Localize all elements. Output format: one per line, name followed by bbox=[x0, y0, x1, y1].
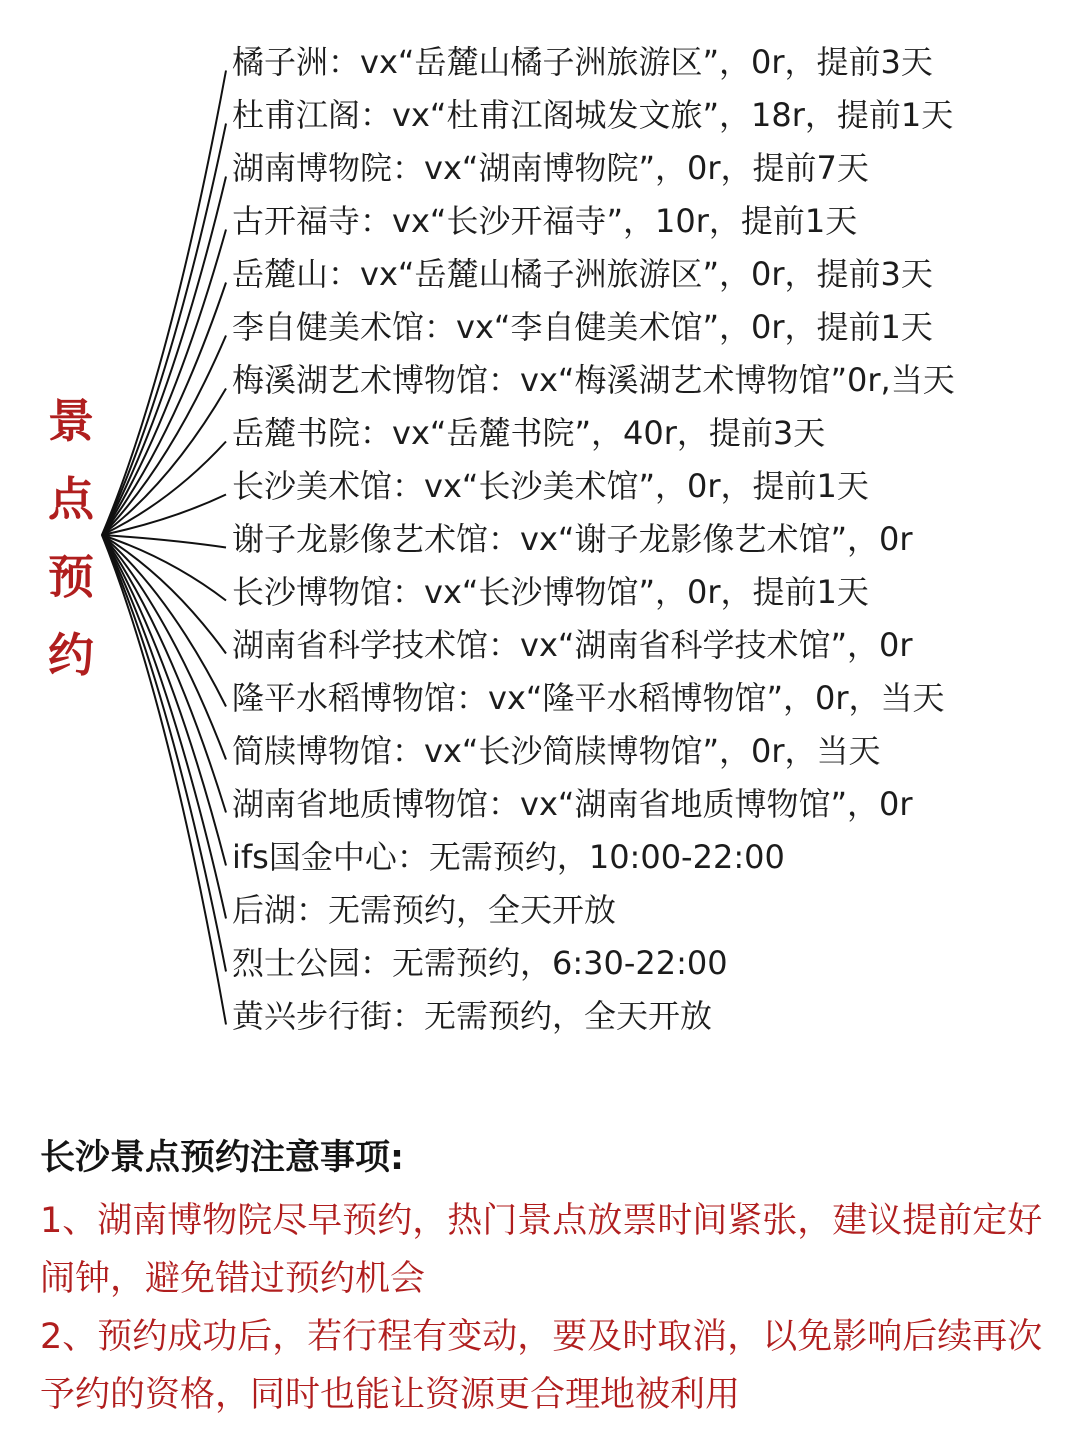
attraction-item: 古开福寺：vx“长沙开福寺”，10r，提前1天 bbox=[232, 202, 858, 240]
attraction-item: 湖南省科学技术馆：vx“湖南省科学技术馆”，0r bbox=[232, 626, 913, 664]
attraction-item: 谢子龙影像艺术馆：vx“谢子龙影像艺术馆”，0r bbox=[232, 520, 913, 558]
attraction-item: 简牍博物馆：vx“长沙简牍博物馆”，0r，当天 bbox=[232, 732, 881, 770]
attraction-item: 李自健美术馆：vx“李自健美术馆”，0r，提前1天 bbox=[232, 308, 933, 346]
branch-line bbox=[102, 535, 226, 760]
branch-line bbox=[102, 535, 226, 919]
attraction-list bbox=[232, 36, 1072, 1043]
branch-line bbox=[102, 336, 226, 536]
branch-line bbox=[102, 535, 226, 654]
attraction-item: 岳麓山：vx“岳麓山橘子洲旅游区”，0r，提前3天 bbox=[232, 255, 933, 293]
attraction-item: 杜甫江阁：vx“杜甫江阁城发文旅”，18r，提前1天 bbox=[232, 96, 954, 134]
branch-line bbox=[102, 442, 226, 536]
note-line: 1、湖南博物院尽早预约，热门景点放票时间紧张，建议提前定好闹钟，避免错过预约机会 bbox=[40, 1201, 1043, 1299]
attraction-item: ifs国金中心：无需预约，10:00-22:00 bbox=[232, 838, 785, 876]
attraction-item: 长沙博物馆：vx“长沙博物馆”，0r，提前1天 bbox=[232, 573, 869, 611]
branch-line bbox=[102, 71, 226, 536]
branch-line bbox=[102, 495, 226, 536]
root-label: 景点预约 bbox=[48, 394, 94, 682]
branch-line bbox=[102, 535, 226, 866]
branch-line bbox=[102, 389, 226, 536]
branch-line bbox=[102, 177, 226, 536]
attraction-item: 梅溪湖艺术博物馆：vx“梅溪湖艺术博物馆”0r,当天 bbox=[232, 361, 955, 399]
branch-line bbox=[102, 535, 226, 813]
attraction-item: 长沙美术馆：vx“长沙美术馆”，0r，提前1天 bbox=[232, 467, 869, 505]
attraction-item: 后湖：无需预约，全天开放 bbox=[232, 891, 617, 929]
branch-line bbox=[102, 535, 226, 707]
attraction-item: 烈士公园：无需预约，6:30-22:00 bbox=[232, 944, 728, 982]
branch-line bbox=[102, 283, 226, 536]
branch-line bbox=[102, 124, 226, 536]
branch-line bbox=[102, 535, 226, 548]
notes-title: 长沙景点预约注意事项: bbox=[40, 1138, 404, 1178]
attraction-item: 隆平水稻博物馆：vx“隆平水稻博物馆”，0r，当天 bbox=[232, 679, 945, 717]
branch-line bbox=[102, 535, 226, 1025]
notes-section bbox=[40, 1192, 1050, 1424]
attraction-item: 岳麓书院：vx“岳麓书院”，40r，提前3天 bbox=[232, 414, 826, 452]
branch-line bbox=[102, 535, 226, 601]
attraction-item: 橘子洲：vx“岳麓山橘子洲旅游区”，0r，提前3天 bbox=[232, 43, 933, 81]
attraction-item: 黄兴步行街：无需预约，全天开放 bbox=[232, 997, 713, 1035]
note-line: 2、预约成功后，若行程有变动，要及时取消，以免影响后续再次予约的资格，同时也能让资源更合理地被利用 bbox=[40, 1317, 1043, 1415]
branch-line bbox=[102, 535, 226, 972]
attraction-item: 湖南省地质博物馆：vx“湖南省地质博物馆”，0r bbox=[232, 785, 913, 823]
branch-line bbox=[102, 230, 226, 536]
attraction-item: 湖南博物院：vx“湖南博物院”，0r，提前7天 bbox=[232, 149, 869, 187]
